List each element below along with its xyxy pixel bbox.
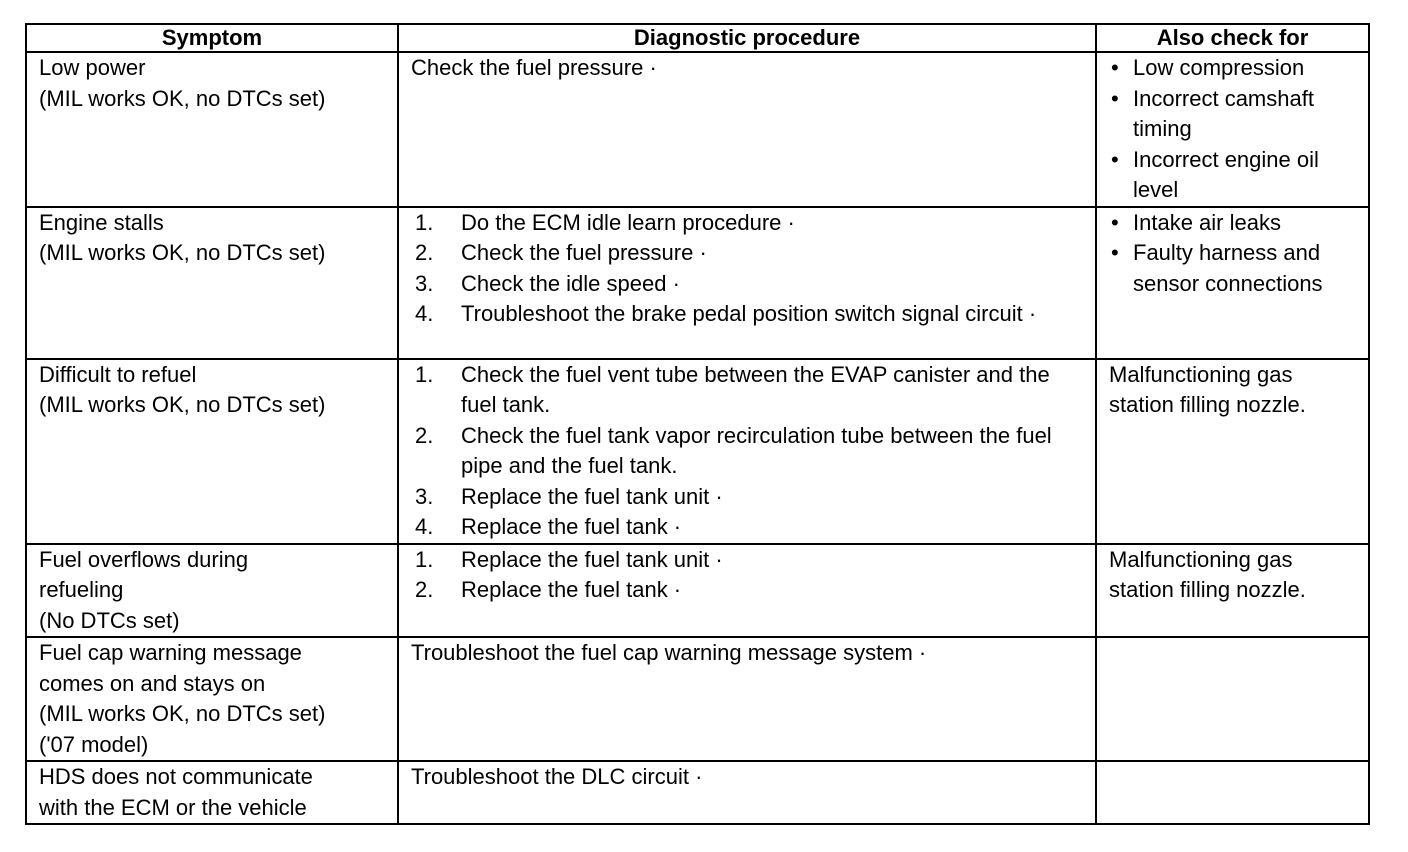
procedure-text: Check the fuel pressure · <box>411 55 657 80</box>
header-also-check: Also check for <box>1096 24 1369 52</box>
symptom-cell <box>26 52 398 207</box>
procedure-cell <box>398 761 1096 824</box>
symptom-cell <box>26 637 398 761</box>
symptom-cell <box>26 359 398 544</box>
check-item: • Intake air leaks <box>1109 208 1358 239</box>
table-row <box>26 359 1369 544</box>
step-item: 2. Replace the fuel tank · <box>415 577 682 602</box>
symptom-note: (No DTCs set) <box>39 607 180 633</box>
check-item: • Incorrect engine oil level <box>1109 145 1358 206</box>
step-item: 2. Check the fuel tank vapor recirculation tube between the fuel pipe and the fuel tank. <box>415 422 1052 478</box>
symptom-note: (MIL works OK, no DTCs set) <box>39 392 326 417</box>
step-item: 3. Check the idle speed · <box>415 270 680 296</box>
step-list <box>411 208 1085 330</box>
procedure-text: Troubleshoot the fuel cap warning message system · <box>411 640 927 665</box>
symptom-title: Engine stalls <box>39 209 164 235</box>
step-item: 2. Check the fuel pressure · <box>415 240 707 265</box>
symptom-title-cont: refueling <box>39 577 124 602</box>
check-list <box>1109 53 1358 206</box>
step-list <box>411 360 1085 543</box>
symptom-title-cont: comes on and stays on <box>39 670 266 696</box>
step-item: 1. Replace the fuel tank unit · <box>415 546 723 572</box>
check-item: • Faulty harness and sensor connections <box>1109 238 1358 299</box>
also-check-cell <box>1096 637 1369 761</box>
step-item: 4. Replace the fuel tank · <box>415 514 682 539</box>
procedure-text: Troubleshoot the DLC circuit · <box>411 764 703 789</box>
procedure-cell <box>398 637 1096 761</box>
step-item: 1. Do the ECM idle learn procedure · <box>415 209 795 235</box>
table-row <box>26 207 1369 359</box>
diagnostic-table <box>25 23 1370 825</box>
header-row <box>26 24 1369 52</box>
step-list <box>411 545 1085 606</box>
table-row <box>26 761 1369 824</box>
also-check-cell <box>1096 761 1369 824</box>
also-check-text: Malfunctioning gas station filling nozzle. <box>1109 546 1306 602</box>
also-check-cell <box>1096 544 1369 638</box>
step-item: 4. Troubleshoot the brake pedal position switch signal circuit · <box>415 301 1037 326</box>
procedure-cell <box>398 52 1096 207</box>
table-row <box>26 544 1369 638</box>
symptom-note: (MIL works OK, no DTCs set) <box>39 85 326 111</box>
check-list <box>1109 208 1358 300</box>
also-check-cell <box>1096 359 1369 544</box>
step-item: 3. Replace the fuel tank unit · <box>415 483 723 509</box>
procedure-cell <box>398 359 1096 544</box>
table-row <box>26 637 1369 761</box>
symptom-title: Fuel overflows during <box>39 546 249 572</box>
symptom-title: Difficult to refuel <box>39 361 197 387</box>
symptom-title-cont: with the ECM or the vehicle <box>39 794 307 820</box>
procedure-cell <box>398 207 1096 359</box>
symptom-title: Low power <box>39 55 146 80</box>
symptom-cell <box>26 544 398 638</box>
symptom-note: (MIL works OK, no DTCs set) <box>39 240 326 265</box>
symptom-note: (MIL works OK, no DTCs set) <box>39 701 326 726</box>
table-row <box>26 52 1369 207</box>
symptom-cell <box>26 761 398 824</box>
symptom-title: HDS does not communicate <box>39 764 313 789</box>
header-procedure: Diagnostic procedure <box>398 24 1096 52</box>
also-check-cell <box>1096 207 1369 359</box>
step-item: 1. Check the fuel vent tube between the EVAP canister and the fuel tank. <box>415 361 1050 417</box>
also-check-cell <box>1096 52 1369 207</box>
check-item: • Incorrect camshaft timing <box>1109 84 1358 145</box>
check-item: • Low compression <box>1109 53 1358 84</box>
also-check-text: Malfunctioning gas station filling nozzle. <box>1109 361 1306 417</box>
procedure-cell <box>398 544 1096 638</box>
symptom-cell <box>26 207 398 359</box>
header-symptom: Symptom <box>26 24 398 52</box>
symptom-model: ('07 model) <box>39 731 149 757</box>
symptom-title: Fuel cap warning message <box>39 640 302 665</box>
